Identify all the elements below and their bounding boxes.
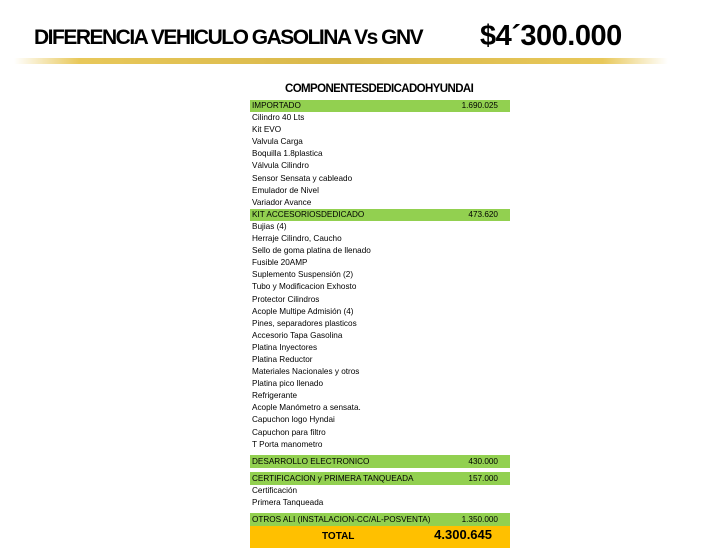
section-value: 430.000 — [468, 456, 498, 466]
section-header-desarrollo-electronico — [250, 455, 510, 468]
list-item: Acople Manómetro a sensata. — [252, 403, 361, 413]
section-label: KIT ACCESORIOSDEDICADO — [252, 209, 365, 219]
list-item: Suplemento Suspensión (2) — [252, 270, 354, 280]
section-value: 1.690.025 — [461, 101, 498, 110]
list-item: Kit EVO — [252, 125, 282, 135]
table-subtitle: COMPONENTESDEDICADOHYUNDAI — [285, 83, 474, 95]
section-header-certificacion — [250, 472, 510, 485]
list-item: Capuchon logo Hyndai — [252, 415, 335, 425]
total-row — [250, 526, 510, 548]
components-table — [250, 100, 510, 548]
list-item: Platina Inyectores — [252, 342, 318, 352]
list-item: Cilindro 40 Lts — [252, 113, 305, 123]
list-item: Pines, separadores plasticos — [252, 318, 357, 328]
title-divider — [14, 58, 668, 64]
list-item: Primera Tanqueada — [252, 497, 324, 507]
section-label: DESARROLLO ELECTRONICO — [252, 456, 370, 466]
list-item: Capuchon para filtro — [252, 427, 326, 437]
list-item: Herraje Cilindro, Caucho — [252, 234, 342, 244]
list-item: Emulador de Nivel — [252, 185, 319, 195]
section-value: 1.350.000 — [461, 514, 498, 524]
list-item: Sensor Sensata y cableado — [252, 173, 353, 183]
section-label: OTROS ALI (INSTALACION-CC/AL-POSVENTA) — [252, 514, 431, 524]
total-label: TOTAL — [322, 530, 355, 542]
list-item: Platina pico llenado — [252, 379, 324, 389]
section-header-otros — [250, 513, 510, 526]
list-item: Accesorio Tapa Gasolina — [252, 330, 343, 340]
list-item: Fusible 20AMP — [252, 258, 308, 268]
section-header-kit-accesorios — [250, 209, 510, 221]
list-item: Bujias (4) — [252, 221, 287, 231]
list-item: Tubo y Modificacion Exhosto — [252, 282, 357, 292]
section-value: 473.620 — [468, 209, 498, 219]
page-title: DIFERENCIA VEHICULO GASOLINA Vs GNV — [34, 26, 423, 49]
section-value: 157.000 — [468, 473, 498, 483]
list-item: Protector Cilindros — [252, 294, 320, 304]
list-item: Sello de goma platina de llenado — [252, 246, 371, 256]
list-item: Variador Avance — [252, 197, 312, 207]
price-heading: $4´300.000 — [480, 20, 622, 52]
list-item: Platina Reductor — [252, 354, 313, 364]
list-item: Materiales Nacionales y otros — [252, 367, 360, 377]
section-label: CERTIFICACION y PRIMERA TANQUEADA — [252, 473, 414, 483]
list-item: Acople Multipe Admisión (4) — [252, 306, 354, 316]
list-item: Válvula Cilindro — [252, 161, 309, 171]
list-item: Boquilla 1.8plastica — [252, 149, 323, 159]
section-label: IMPORTADO — [252, 101, 301, 110]
total-value: 4.300.645 — [434, 526, 492, 542]
list-item: T Porta manometro — [252, 439, 323, 449]
list-item: Certificación — [252, 485, 298, 495]
list-item: Valvula Carga — [252, 137, 303, 147]
list-item: Refrigerante — [252, 391, 298, 401]
section-header-importado — [250, 100, 510, 112]
